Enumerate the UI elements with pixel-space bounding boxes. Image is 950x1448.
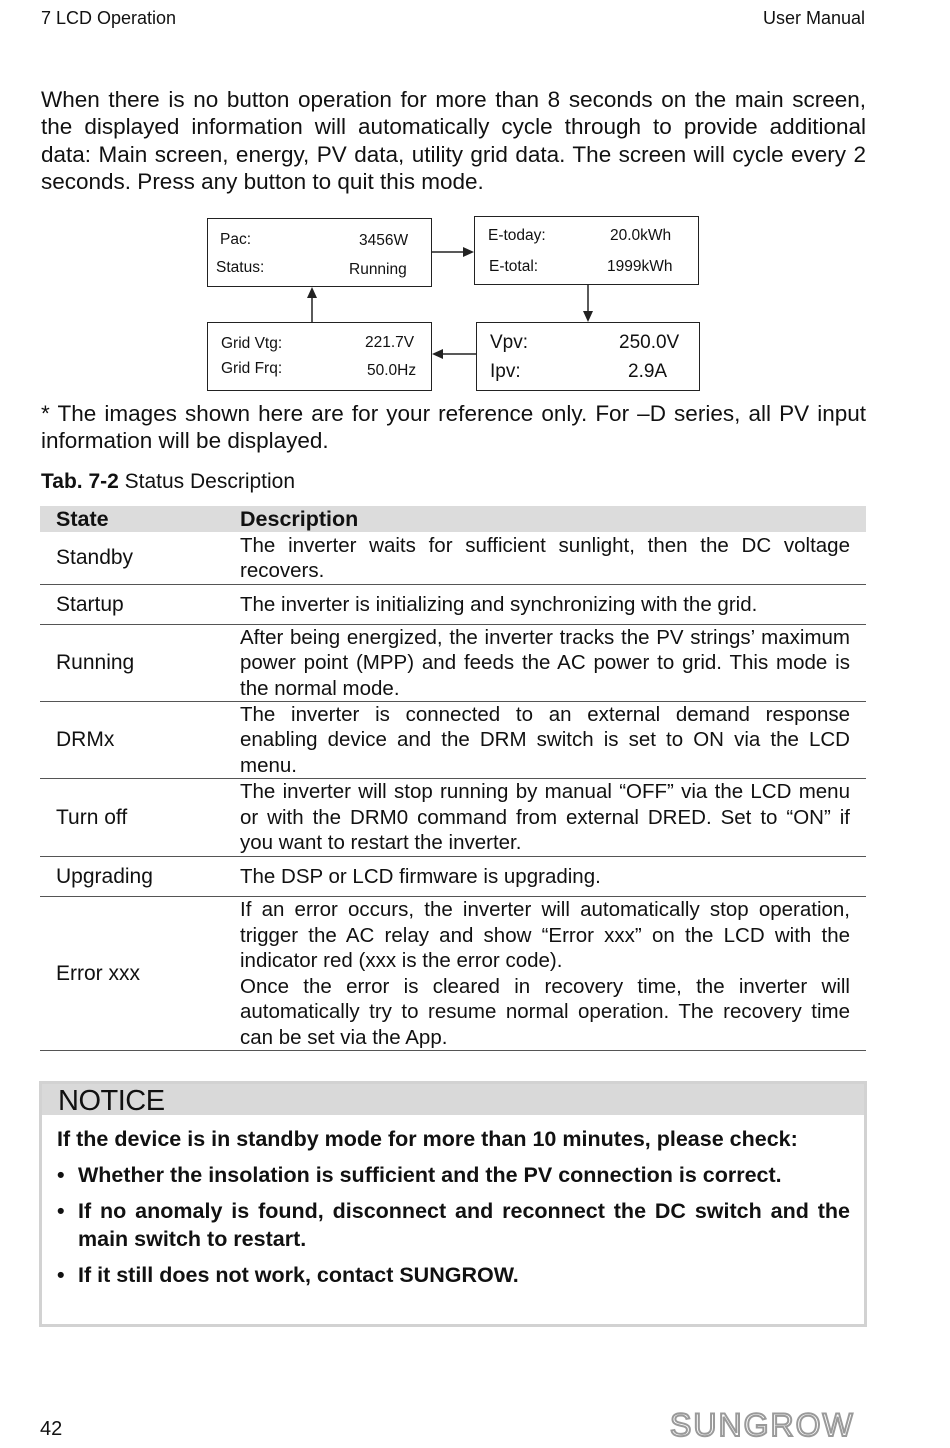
notice-list [57,1161,850,1289]
ipv-label: Ipv: [490,361,521,382]
logo-text: SUNGROW [670,1407,855,1443]
description-cell [240,532,850,584]
state-cell: Turn off [56,805,128,829]
table-row [40,857,866,897]
bullet-icon: • [57,1263,65,1287]
state-cell: Error xxx [56,961,140,985]
state-cell: Running [56,651,135,674]
ipv-value: 2.9A [628,361,668,382]
description-text: The inverter is initializing and synchronizing with the grid. [240,592,758,616]
description-text: The inverter is connected to an external demand response enabling device and the DRM switch is set to ON via the LCD menu. [240,702,850,777]
header-description: Description [240,507,359,531]
table-row [40,585,866,625]
grid-frq-label: Grid Frq: [221,360,283,377]
notice-body [57,1125,850,1289]
e-today-value: 20.0kWh [610,227,672,244]
notice-header [42,1084,864,1115]
state-cell: DRMx [56,728,115,751]
description-text: The inverter waits for sufficient sunlight, then the DC voltage recovers. [240,533,850,582]
description-cell [240,702,850,778]
description-text: If an error occurs, the inverter will automatically stop operation, trigger the AC relay and show “Error xxx” on the LCD with the indicator red (xxx is the error code). [240,898,850,972]
notice-item [57,1261,850,1289]
arrow-head-pv [583,311,593,322]
table-row [40,779,866,857]
intro-paragraph: When there is no button operation for more than 8 seconds on the main screen, the displayed information will automatically cycle through to provide additional data: Main screen, energy, PV data, utility grid data. The screen will cycle every 2 seconds. Press any button to quit this mode. [41,87,866,194]
notice-box [39,1081,867,1327]
description-cell [240,625,850,701]
table-caption-text: Status Description [118,470,296,493]
header-state: State [56,507,109,531]
grid-vtg-value: 221.7V [365,334,415,351]
vpv-label: Vpv: [490,332,529,353]
description-text: Once the error is cleared in recovery time, the inverter will automatically try to resume normal operation. The recovery time can be set via the App. [240,974,850,1049]
cycle-arrows [0,0,950,420]
header-section-title: 7 LCD Operation [41,8,177,28]
status-label: Status: [216,259,265,276]
e-total-label: E-total: [489,258,539,275]
status-table [40,506,866,1051]
table-row [40,625,866,702]
table-caption [41,470,295,494]
notice-item-text: If no anomaly is found, disconnect and reconnect the DC switch and the main switch to restart. [78,1199,850,1251]
notice-item [57,1197,850,1253]
notice-item-text: If it still does not work, contact SUNGROW. [78,1263,519,1287]
notice-title: NOTICE [58,1085,165,1117]
table-caption-number: Tab. 7-2 [41,470,119,493]
state-cell: Startup [56,592,124,616]
table-row [40,897,866,1051]
table-header [40,506,866,532]
pac-label: Pac: [220,231,252,248]
notice-item-text: Whether the insolation is sufficient and the PV connection is correct. [78,1163,782,1187]
bullet-icon: • [57,1199,65,1223]
status-value: Running [349,261,407,278]
notice-item [57,1161,850,1189]
vpv-value: 250.0V [619,332,680,353]
header-document-title: User Manual [762,8,865,28]
arrow-head-energy [463,247,474,257]
bullet-icon: • [57,1163,65,1187]
description-text: After being energized, the inverter tracks the PV strings’ maximum power point (MPP) and feeds the AC power to grid. This mode is the normal mode. [240,625,850,700]
state-cell: Standby [56,546,134,569]
pac-value: 3456W [359,232,409,249]
reference-note: * The images shown here are for your reference only. For –D series, all PV input information will be displayed. [41,401,866,454]
description-cell [240,779,850,856]
table-row [40,702,866,779]
state-cell: Upgrading [56,864,153,888]
description-cell [240,897,850,1050]
table-row [40,532,866,585]
description-text: The inverter will stop running by manual “OFF” via the LCD menu or with the DRM0 command from external DRED. Set to “ON” if you want to restart the inverter. [240,780,850,855]
arrow-head-grid [432,349,443,359]
description-cell [240,857,850,896]
arrow-head-main [307,287,317,298]
description-cell [240,585,850,624]
e-total-value: 1999kWh [607,258,673,275]
notice-intro: If the device is in standby mode for more than 10 minutes, please check: [57,1127,798,1151]
e-today-label: E-today: [488,227,546,244]
grid-frq-value: 50.0Hz [367,362,417,379]
page-number: 42 [40,1418,63,1440]
description-text: The DSP or LCD firmware is upgrading. [240,864,601,888]
sungrow-logo [670,1405,870,1445]
grid-vtg-label: Grid Vtg: [221,335,283,352]
